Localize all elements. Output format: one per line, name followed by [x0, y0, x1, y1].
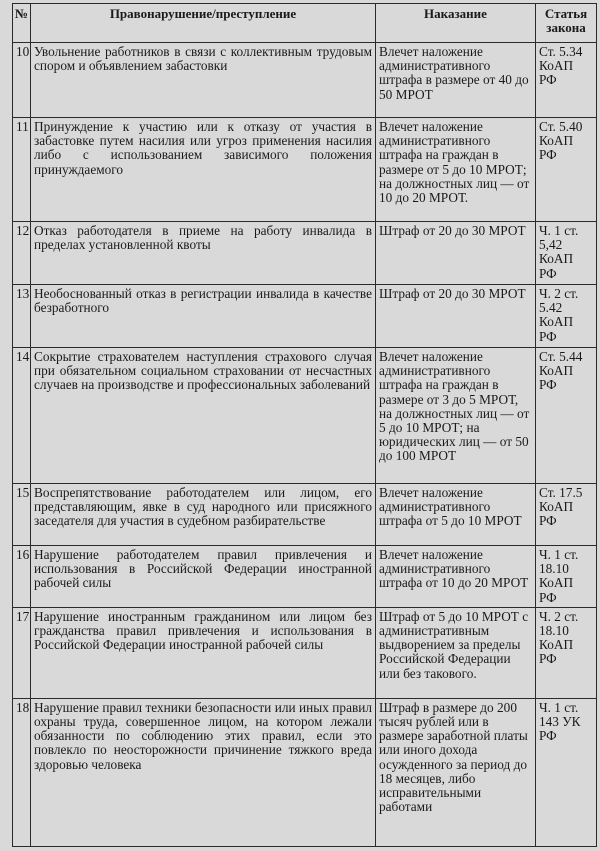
row-article: Ч. 1 ст. 5,42 КоАП РФ	[536, 222, 597, 285]
row-offense: Сокрытие страхователем наступления страхового случая при обязательном социальном страховании от несчастных случаев на производстве и профессиональных заболеваний	[31, 348, 376, 484]
table-row	[13, 698, 597, 846]
header-row	[13, 4, 597, 43]
row-article: Ст. 5.40 КоАП РФ	[536, 118, 597, 222]
row-article: Ч. 2 ст. 5.42 КоАП РФ	[536, 285, 597, 348]
row-offense: Необоснованный отказ в регистрации инвалида в качестве безработного	[31, 285, 376, 348]
table-row	[13, 43, 597, 118]
row-offense: Принуждение к участию или к отказу от участия в забастовке путем насилия или угроз применения насилия либо с использованием зависимого положения принуждаемого	[31, 118, 376, 222]
row-num: 12	[13, 222, 31, 285]
row-article: Ч. 1 ст. 18.10 КоАП РФ	[536, 546, 597, 608]
row-offense: Нарушение работодателем правил привлечения и использования в Российской Федерации иностранной рабочей силы	[31, 546, 376, 608]
row-penalty: Штраф в размере до 200 тысяч рублей или в размере заработной платы или иного дохода осужденного за период до 18 месяцев, либо исправительными работами	[376, 698, 536, 846]
header-num: №	[13, 4, 31, 43]
row-article: Ст. 5.34 КоАП РФ	[536, 43, 597, 118]
row-num: 14	[13, 348, 31, 484]
row-article: Ст. 17.5 КоАП РФ	[536, 484, 597, 546]
row-penalty: Влечет наложение административного штрафа на граждан в размере от 3 до 5 МРОТ, на должностных лиц — от 5 до 10 МРОТ; на юридических лиц — от 50 до 100 МРОТ	[376, 348, 536, 484]
row-num: 11	[13, 118, 31, 222]
row-penalty: Штраф от 20 до 30 МРОТ	[376, 222, 536, 285]
row-penalty: Штраф от 5 до 10 МРОТ с административным выдворением за пределы Российской Федерации или без такового.	[376, 607, 536, 698]
row-offense: Увольнение работников в связи с коллективным трудовым спором и объявлением забастовки	[31, 43, 376, 118]
row-offense: Воспрепятствование работодателем или лицом, его представляющим, явке в суд народного или присяжного заседателя для участия в судебном разбирательстве	[31, 484, 376, 546]
row-penalty: Влечет наложение административного штрафа от 5 до 10 МРОТ	[376, 484, 536, 546]
header-offense: Правонарушение/преступление	[31, 4, 376, 43]
offense-table	[12, 3, 597, 847]
row-num: 16	[13, 546, 31, 608]
row-num: 18	[13, 698, 31, 846]
header-penalty: Наказание	[376, 4, 536, 43]
row-article: Ч. 2 ст. 18.10 КоАП РФ	[536, 607, 597, 698]
row-penalty: Влечет наложение административного штрафа на граждан в размере от 5 до 10 МРОТ; на должностных лиц — от 10 до 20 МРОТ.	[376, 118, 536, 222]
row-num: 17	[13, 607, 31, 698]
row-offense: Нарушение правил техники безопасности или иных правил охраны труда, совершенное лицом, на котором лежали обязанности по соблюдению этих правил, если это повлекло по неосторожности причинение тяжкого вреда здоровью человека	[31, 698, 376, 846]
row-num: 15	[13, 484, 31, 546]
table-row	[13, 118, 597, 222]
table-row	[13, 285, 597, 348]
row-num: 13	[13, 285, 31, 348]
table-row	[13, 607, 597, 698]
row-offense: Нарушение иностранным гражданином или лицом без гражданства правил привлечения и использования в Российской Федерации иностранной рабочей силы	[31, 607, 376, 698]
header-article: Статья закона	[536, 4, 597, 43]
row-article: Ст. 5.44 КоАП РФ	[536, 348, 597, 484]
table-row	[13, 222, 597, 285]
row-penalty: Штраф от 20 до 30 МРОТ	[376, 285, 536, 348]
table-row	[13, 348, 597, 484]
row-num: 10	[13, 43, 31, 118]
row-penalty: Влечет наложение административного штрафа в размере от 40 до 50 МРОТ	[376, 43, 536, 118]
row-penalty: Влечет наложение административного штрафа от 10 до 20 МРОТ	[376, 546, 536, 608]
table-row	[13, 484, 597, 546]
table-row	[13, 546, 597, 608]
row-offense: Отказ работодателя в приеме на работу инвалида в пределах установленной квоты	[31, 222, 376, 285]
row-article: Ч. 1 ст. 143 УК РФ	[536, 698, 597, 846]
